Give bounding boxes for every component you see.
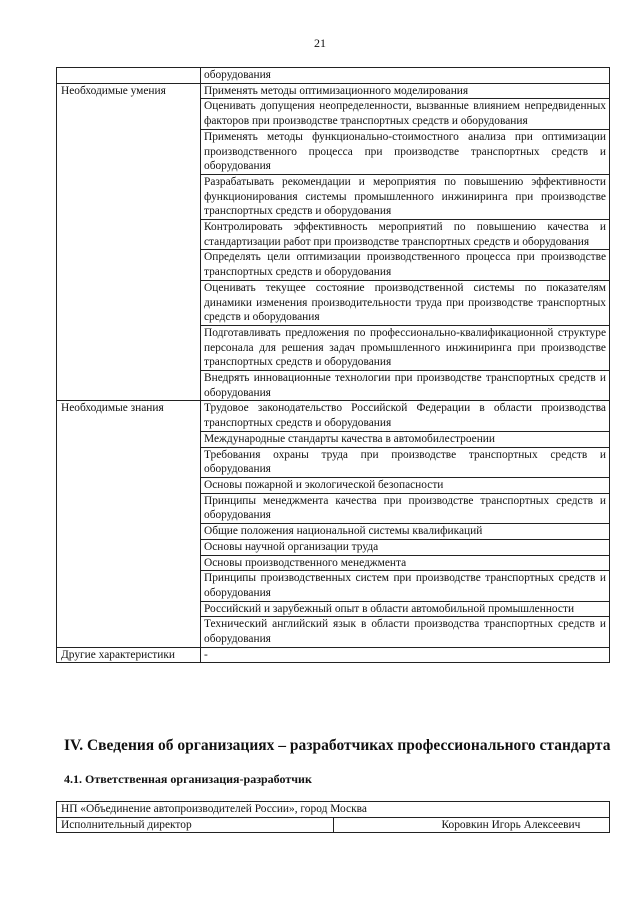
subsection-title: 4.1. Ответственная организация-разработчик — [64, 772, 312, 786]
row-description: Принципы менеджмента качества при производстве транспортных средств и оборудования — [201, 493, 610, 523]
row-description: Требования охраны труда при производстве транспортных средств и оборудования — [201, 447, 610, 477]
row-description: Внедрять инновационные технологии при производстве транспортных средств и оборудования — [201, 371, 610, 401]
row-description: Определять цели оптимизации производственного процесса при производстве транспортных средств и оборудования — [201, 250, 610, 280]
row-description: - — [201, 647, 610, 663]
row-description: Контролировать эффективность мероприятий по повышению качества и стандартизации работ при производстве транспортных средств и оборудования — [201, 220, 610, 250]
row-label: Необходимые знания — [57, 401, 201, 647]
director-name: Коровкин Игорь Алексеевич — [333, 817, 610, 833]
row-label: Другие характеристики — [57, 647, 201, 663]
row-description: Основы научной организации труда — [201, 539, 610, 555]
table-row — [57, 647, 610, 663]
table-row — [57, 68, 610, 84]
row-description: Применять методы оптимизационного моделирования — [201, 83, 610, 99]
row-description: Разрабатывать рекомендации и мероприятия по повышению эффективности функционирования системы промышленного инжиниринга при производстве транспортных средств и оборудования — [201, 174, 610, 219]
organization-table — [56, 801, 610, 833]
table-row — [57, 401, 610, 431]
organization-name: НП «Объединение автопроизводителей России», город Москва — [57, 802, 610, 818]
row-description: оборудования — [201, 68, 610, 84]
row-description: Основы производственного менеджмента — [201, 555, 610, 571]
row-description: Принципы производственных систем при производстве транспортных средств и оборудования — [201, 571, 610, 601]
row-description: Технический английский язык в области производства транспортных средств и оборудования — [201, 617, 610, 647]
row-label: Необходимые умения — [57, 83, 201, 401]
row-description: Основы пожарной и экологической безопасности — [201, 477, 610, 493]
section-title: IV. Сведения об организациях – разработчиках профессионального стандарта — [64, 737, 611, 754]
row-description: Трудовое законодательство Российской Федерации в области производства транспортных средств и оборудования — [201, 401, 610, 431]
row-description: Общие положения национальной системы квалификаций — [201, 524, 610, 540]
row-description: Подготавливать предложения по профессионально-квалификационной структуре персонала для решения задач промышленного инжиниринга при производстве транспортных средств и оборудования — [201, 325, 610, 370]
skills-knowledge-table — [56, 67, 610, 663]
row-description: Российский и зарубежный опыт в области автомобильной промышленности — [201, 601, 610, 617]
row-label — [57, 68, 201, 84]
row-description: Международные стандарты качества в автомобилестроении — [201, 431, 610, 447]
table-row — [57, 817, 610, 833]
row-description: Оценивать текущее состояние производственной системы по показателям динамики изменения производительности труда при производстве транспортных средств и оборудования — [201, 280, 610, 325]
row-description: Оценивать допущения неопределенности, вызванные влиянием непредвиденных факторов при производстве транспортных средств и оборудования — [201, 99, 610, 129]
page-number: 21 — [314, 36, 326, 50]
table-row — [57, 802, 610, 818]
director-position: Исполнительный директор — [57, 817, 334, 833]
table-row — [57, 83, 610, 99]
row-description: Применять методы функционально-стоимостного анализа при оптимизации производственного процесса при производстве транспортных средств и оборудования — [201, 129, 610, 174]
